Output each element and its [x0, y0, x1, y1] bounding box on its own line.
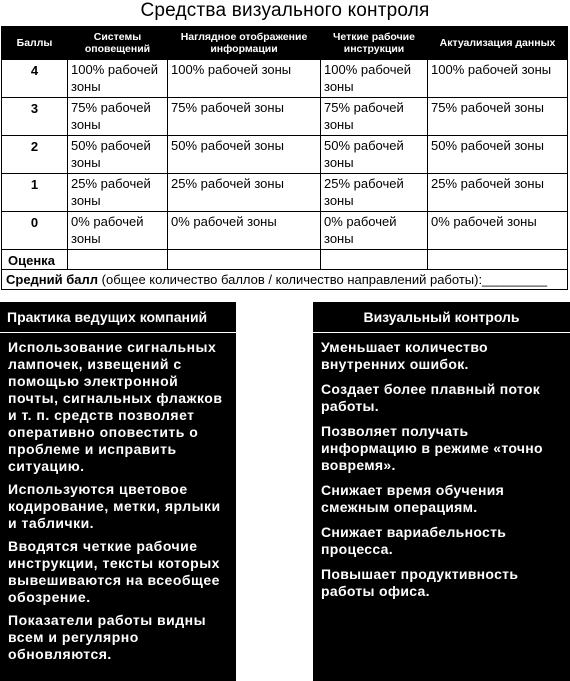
evaluation-cell: [68, 250, 168, 270]
table-cell: 25% рабочей зоны: [428, 174, 568, 212]
table-cell: 100% рабочей зоны: [168, 60, 321, 98]
table-cell: 25% рабочей зоны: [68, 174, 168, 212]
best-practices-body: [0, 333, 236, 663]
average-cell: [2, 270, 568, 290]
header-data-update: Актуализация данных: [428, 27, 568, 60]
table-cell: 100% рабочей зоны: [321, 60, 428, 98]
page-title: Средства визуального контроля: [140, 0, 430, 21]
header-visual-display: Наглядное отображение информации: [168, 27, 321, 60]
row-score: 4: [2, 60, 68, 98]
visual-control-body: [313, 333, 570, 600]
header-score: Баллы: [2, 27, 68, 60]
best-practice-item: Вводятся четкие рабочие инструкции, тексты которых вывешиваются на всеобщее обозрение.: [8, 538, 220, 605]
row-score: 3: [2, 98, 68, 136]
table-cell: 50% рабочей зоны: [68, 136, 168, 174]
table-cell: 50% рабочей зоны: [321, 136, 428, 174]
scoring-table: [1, 26, 568, 290]
benefit-item: Создает более плавный поток работы.: [321, 381, 541, 414]
benefit-item: Позволяет получать информацию в режиме «точно вовремя».: [321, 423, 543, 473]
average-note: (общее количество баллов / количество направлений работы):_________: [98, 272, 548, 287]
table-cell: 0% рабочей зоны: [321, 212, 428, 250]
table-row: [2, 136, 568, 174]
table-cell: 50% рабочей зоны: [168, 136, 321, 174]
row-score: 1: [2, 174, 68, 212]
best-practices-panel: [0, 302, 236, 681]
table-cell: 75% рабочей зоны: [428, 98, 568, 136]
benefit-item: Снижает вариабельность процесса.: [321, 524, 507, 557]
best-practice-item: Использование сигнальных лампочек, извещений с помощью электронной почты, сигнальных флажков и т. п. средств позволяет оперативно оповестить о проблеме и исправить ситуацию.: [8, 339, 223, 474]
best-practices-title: Практика ведущих компаний: [0, 302, 236, 333]
table-header-row: [2, 27, 568, 60]
visual-control-panel: [313, 302, 570, 681]
table-cell: 25% рабочей зоны: [321, 174, 428, 212]
table-row: [2, 174, 568, 212]
table-cell: 25% рабочей зоны: [168, 174, 321, 212]
benefit-item: Повышает продуктивность работы офиса.: [321, 566, 519, 599]
table-cell: 0% рабочей зоны: [68, 212, 168, 250]
table-row: [2, 212, 568, 250]
evaluation-cell: [321, 250, 428, 270]
average-row: [2, 270, 568, 290]
row-score: 0: [2, 212, 68, 250]
header-alert-systems: Системы оповещений: [68, 27, 168, 60]
best-practice-item: Показатели работы видны всем и регулярно обновляются.: [8, 612, 207, 662]
evaluation-cell: [168, 250, 321, 270]
table-cell: 75% рабочей зоны: [68, 98, 168, 136]
table-cell: 0% рабочей зоны: [428, 212, 568, 250]
table-cell: 50% рабочей зоны: [428, 136, 568, 174]
table-row: [2, 98, 568, 136]
table-cell: 75% рабочей зоны: [321, 98, 428, 136]
table-cell: 0% рабочей зоны: [168, 212, 321, 250]
row-score: 2: [2, 136, 68, 174]
table-cell: 75% рабочей зоны: [168, 98, 321, 136]
evaluation-label: Оценка: [2, 250, 68, 270]
average-label: Средний балл: [6, 272, 99, 287]
evaluation-cell: [428, 250, 568, 270]
table-cell: 100% рабочей зоны: [428, 60, 568, 98]
best-practice-item: Используются цветовое кодирование, метки, ярлыки и таблички.: [8, 481, 221, 531]
benefit-item: Снижает время обучения смежным операциям.: [321, 482, 505, 515]
header-work-instructions: Четкие рабочие инструкции: [321, 27, 428, 60]
table-cell: 100% рабочей зоны: [68, 60, 168, 98]
evaluation-row: [2, 250, 568, 270]
table-row: [2, 60, 568, 98]
visual-control-title: Визуальный контроль: [313, 302, 570, 333]
benefit-item: Уменьшает количество внутренних ошибок.: [321, 339, 488, 372]
